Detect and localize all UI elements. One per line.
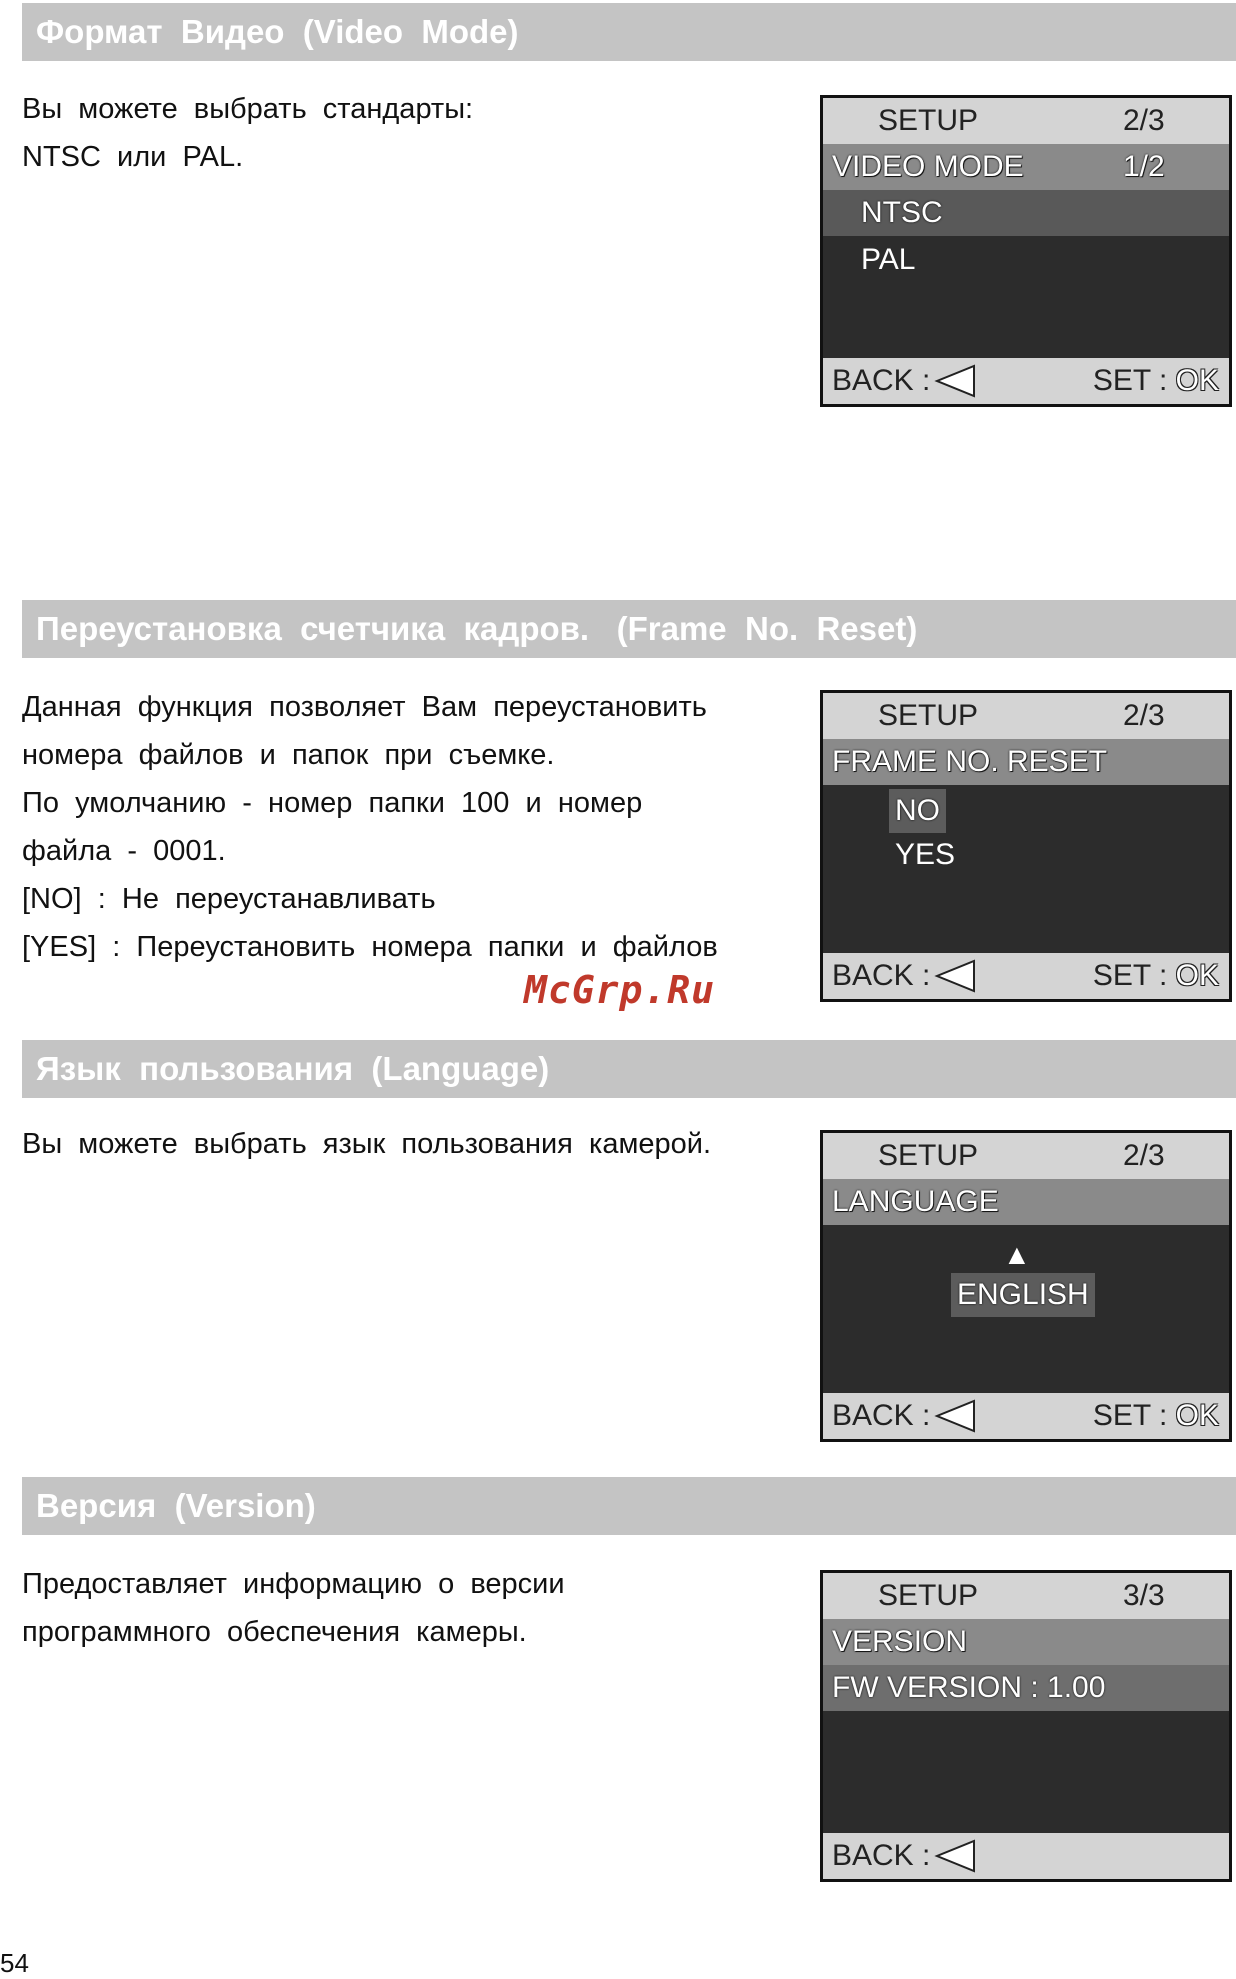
back-triangle-icon [934,1399,978,1433]
back-hint [832,953,978,999]
back-hint [832,358,978,404]
menu-title: FRAME NO. RESET [832,745,1108,778]
section-header-video-mode: Формат Видео (Video Mode) [22,3,1236,61]
setup-label: SETUP [878,104,979,137]
menu-title: VERSION [832,1625,968,1658]
back-triangle-icon [934,364,978,398]
back-hint [832,1833,978,1879]
back-triangle-icon [934,1839,978,1873]
camera-screen-version [820,1570,1232,1882]
menu-title-bar [823,1619,1229,1665]
text-line: Предоставляет информацию о версии [22,1568,565,1600]
menu-title-bar [823,144,1229,190]
setup-page-indicator: 3/3 [1123,1579,1165,1612]
set-label: SET : [1092,1399,1176,1432]
back-hint [832,1393,978,1439]
screen-setup-bar [823,98,1229,144]
section-header-version: Версия (Version) [22,1477,1236,1535]
back-triangle-icon [934,959,978,993]
section-text-video-mode [22,85,473,181]
section-text-frame-reset [22,683,718,971]
option-english[interactable]: ENGLISH [951,1273,1095,1317]
text-line: [NO] : Не переустанавливать [22,883,436,915]
section-header-frame-reset: Переустановка счетчика кадров. (Frame No. Reset) [22,600,1236,658]
set-ok-hint [1093,358,1219,404]
menu-title-bar [823,1179,1229,1225]
section-header-language: Язык пользования (Language) [22,1040,1236,1098]
ok-label: OK [1175,1399,1219,1432]
camera-screen-video-mode [820,95,1232,407]
menu-title: LANGUAGE [832,1185,999,1218]
option-ntsc-row[interactable] [823,190,1229,236]
fw-version: FW VERSION : 1.00 [832,1671,1106,1704]
option-no[interactable]: NO [889,789,946,833]
setup-label: SETUP [878,1139,979,1172]
text-line: файла - 0001. [22,835,226,867]
text-line: [YES] : Переустановить номера папки и файлов [22,931,718,963]
set-ok-hint [1093,1393,1219,1439]
set-label: SET : [1092,959,1176,992]
back-label: BACK : [832,959,931,992]
screen-setup-bar [823,1573,1229,1619]
camera-screen-language [820,1130,1232,1442]
option-yes[interactable]: YES [895,838,956,871]
set-label: SET : [1092,364,1176,397]
text-line: Вы можете выбрать стандарты: [22,93,474,125]
back-label: BACK : [832,1839,931,1872]
text-line: Данная функция позволяет Вам переустановить [22,691,707,723]
option-pal[interactable]: PAL [861,243,916,276]
text-line: NTSC или PAL. [22,141,244,173]
section-text-language [22,1120,711,1168]
screen-setup-bar [823,693,1229,739]
screen-bottom-bar [823,1833,1229,1879]
watermark: McGrp.Ru [524,968,716,1012]
setup-page-indicator: 2/3 [1123,104,1165,137]
back-label: BACK : [832,1399,931,1432]
setup-page-indicator: 2/3 [1123,1139,1165,1172]
set-ok-hint [1093,953,1219,999]
page-number: 54 [0,1948,29,1978]
up-arrow-icon[interactable]: ▲ [1003,1239,1031,1270]
setup-page-indicator: 2/3 [1123,699,1165,732]
screen-bottom-bar [823,1393,1229,1439]
setup-label: SETUP [878,699,979,732]
section-text-version [22,1560,565,1656]
menu-title: VIDEO MODE [832,150,1024,183]
menu-page-indicator: 1/2 [1123,150,1165,183]
text-line: Вы можете выбрать язык пользования камерой. [22,1128,712,1160]
fw-version-row [823,1665,1229,1711]
setup-label: SETUP [878,1579,979,1612]
screen-bottom-bar [823,953,1229,999]
text-line: программного обеспечения камеры. [22,1616,527,1648]
text-line: номера файлов и папок при съемке. [22,739,555,771]
menu-title-bar [823,739,1229,785]
ok-label: OK [1175,364,1219,397]
screen-bottom-bar [823,358,1229,404]
back-label: BACK : [832,364,931,397]
ok-label: OK [1175,959,1219,992]
camera-screen-frame-reset [820,690,1232,1002]
option-ntsc[interactable]: NTSC [861,196,943,229]
screen-setup-bar [823,1133,1229,1179]
text-line: По умолчанию - номер папки 100 и номер [22,787,643,819]
